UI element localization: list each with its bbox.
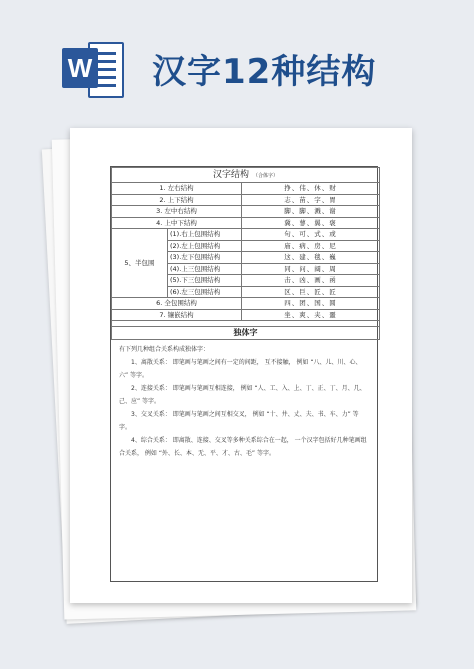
- independent-title-row: [112, 327, 380, 340]
- table-title: 汉字结构: [212, 169, 249, 180]
- table-title-row: [112, 168, 380, 183]
- structure-examples: 这、建、毯、巍: [242, 252, 380, 264]
- structure-examples: 坐、爽、夹、噩: [242, 309, 380, 321]
- word-letter: W: [62, 48, 98, 88]
- sub-structure-label: (5).下三包围结构: [168, 275, 242, 287]
- table-row: [112, 194, 380, 206]
- intro-paragraph: 有下列几种组合关系构成独体字：: [119, 346, 210, 353]
- table-row: [112, 206, 380, 218]
- page-title: 汉字12种结构: [152, 52, 377, 92]
- structure-label: 3. 左中右结构: [112, 206, 242, 218]
- table-row: [112, 309, 380, 321]
- relation-paragraph: 1、离散关系： 即笔画与笔画之间有一定的间距， 互不接触， 例如 “八、儿、川、心、六” 等字。: [119, 359, 362, 379]
- structure-examples: 同、问、阔、周: [242, 263, 380, 275]
- structure-examples: 四、团、国、圆: [242, 298, 380, 310]
- structure-table: [111, 167, 380, 340]
- independent-paragraphs: [111, 340, 377, 460]
- sub-structure-label: (3).左下包围结构: [168, 252, 242, 264]
- relation-paragraph: 4、综合关系： 即离散、连接、交叉等多种关系综合在一起， 一个汉字包括好几种笔画组合关系， 例如 “外、长、本、无、平、才、古、毛” 等字。: [119, 437, 367, 457]
- structure-examples: 庙、病、房、尼: [242, 240, 380, 252]
- structure-examples: 挣、伟、休、财: [242, 183, 380, 195]
- word-icon: [62, 38, 124, 98]
- structure-examples: 区、巨、匠、匠: [242, 286, 380, 298]
- table-title-note: （合体字）: [253, 172, 279, 179]
- table-title-cell: [112, 168, 380, 183]
- table-row: [112, 229, 380, 241]
- structure-examples: 脚、脚、溅、谢: [242, 206, 380, 218]
- document-content-box: [110, 166, 378, 582]
- banner: [0, 0, 474, 120]
- structure-examples: 志、苗、字、胃: [242, 194, 380, 206]
- sub-structure-label: (6).左三包围结构: [168, 286, 242, 298]
- independent-title: 独体字: [112, 327, 380, 340]
- structure-examples: 冀、蓼、翼、褒: [242, 217, 380, 229]
- table-row: [112, 298, 380, 310]
- table-row: [112, 217, 380, 229]
- structure-label: 4. 上中下结构: [112, 217, 242, 229]
- half-enclosure-label: 5、半包围: [112, 229, 168, 298]
- sub-structure-label: (2).左上包围结构: [168, 240, 242, 252]
- relation-paragraph: 3、交叉关系： 即笔画与笔画之间互相交叉， 例如 “十、井、丈、夫、书、车、力” 等字。: [119, 411, 359, 431]
- sub-structure-label: (1).右上包围结构: [168, 229, 242, 241]
- sub-structure-label: (4).上三包围结构: [168, 263, 242, 275]
- structure-label: 2. 上下结构: [112, 194, 242, 206]
- structure-examples: 句、可、式、或: [242, 229, 380, 241]
- table-row: [112, 183, 380, 195]
- structure-examples: 击、凶、画、函: [242, 275, 380, 287]
- relation-paragraph: 2、连接关系： 即笔画与笔画互相连接， 例如 “人、工、入、上、丁、正、丁、月、几、己、应” 等字。: [119, 385, 366, 405]
- structure-label: 7. 镶嵌结构: [112, 309, 242, 321]
- document-sheet: [70, 128, 412, 603]
- structure-label: 6. 全包围结构: [112, 298, 242, 310]
- structure-label: 1. 左右结构: [112, 183, 242, 195]
